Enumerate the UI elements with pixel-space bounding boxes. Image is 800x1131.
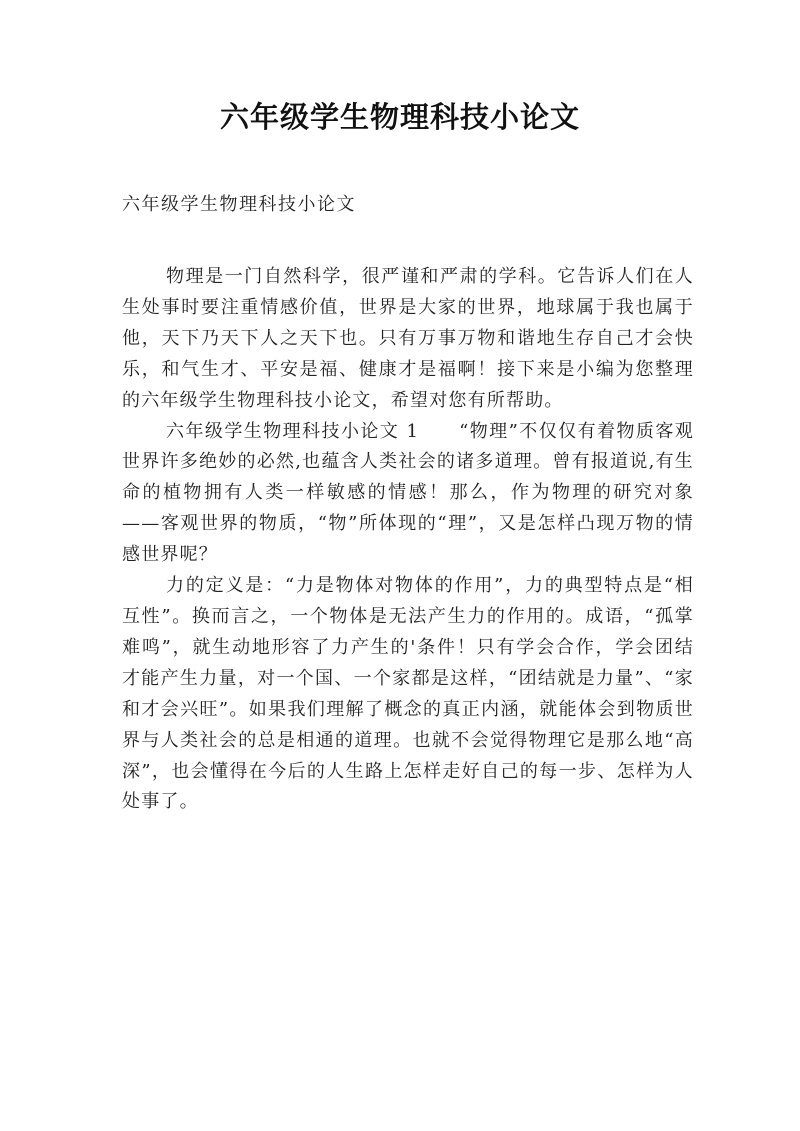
section-paragraph-text: “物理”不仅仅有着物质客观世界许多绝妙的必然,也蕴含人类社会的诸多道理。曾有报道说,有生命的植物拥有人类一样敏感的情感！那么，作为物理的研究对象——客观世界的物质，“物”所体现的“理”，又是怎样凸现万物的情感世界呢？ (122, 420, 694, 566)
section-paragraph (122, 417, 694, 572)
force-paragraph: 力的定义是：“力是物体对物体的作用”，力的典型特点是“相互性”。换而言之，一个物体是无法产生力的作用的。成语，“孤掌难鸣”，就生动地形容了力产生的'条件！只有学会合作，学会团结才能产生力量，对一个国、一个家都是这样，“团结就是力量”、“家和才会兴旺”。如果我们理解了概念的真正内涵，就能体会到物质世界与人类社会的总是相通的道理。也就不会觉得物理它是那么地“高深”，也会懂得在今后的人生路上怎样走好自己的每一步、怎样为人处事了。 (122, 575, 694, 813)
intro-paragraph: 物理是一门自然科学，很严谨和严肃的学科。它告诉人们在人生处事时要注重情感价值，世界是大家的世界，地球属于我也属于他，天下乃天下人之天下也。只有万事万物和谐地生存自己才会快乐，和气生才、平安是福、健康才是福啊！接下来是小编为您整理的六年级学生物理科技小论文，希望对您有所帮助。 (122, 266, 694, 411)
document-subtitle: 六年级学生物理科技小论文 (122, 194, 356, 215)
document-title: 六年级学生物理科技小论文 (219, 100, 580, 134)
document-body (122, 262, 694, 818)
section-heading: 六年级学生物理科技小论文 1 (166, 420, 420, 442)
